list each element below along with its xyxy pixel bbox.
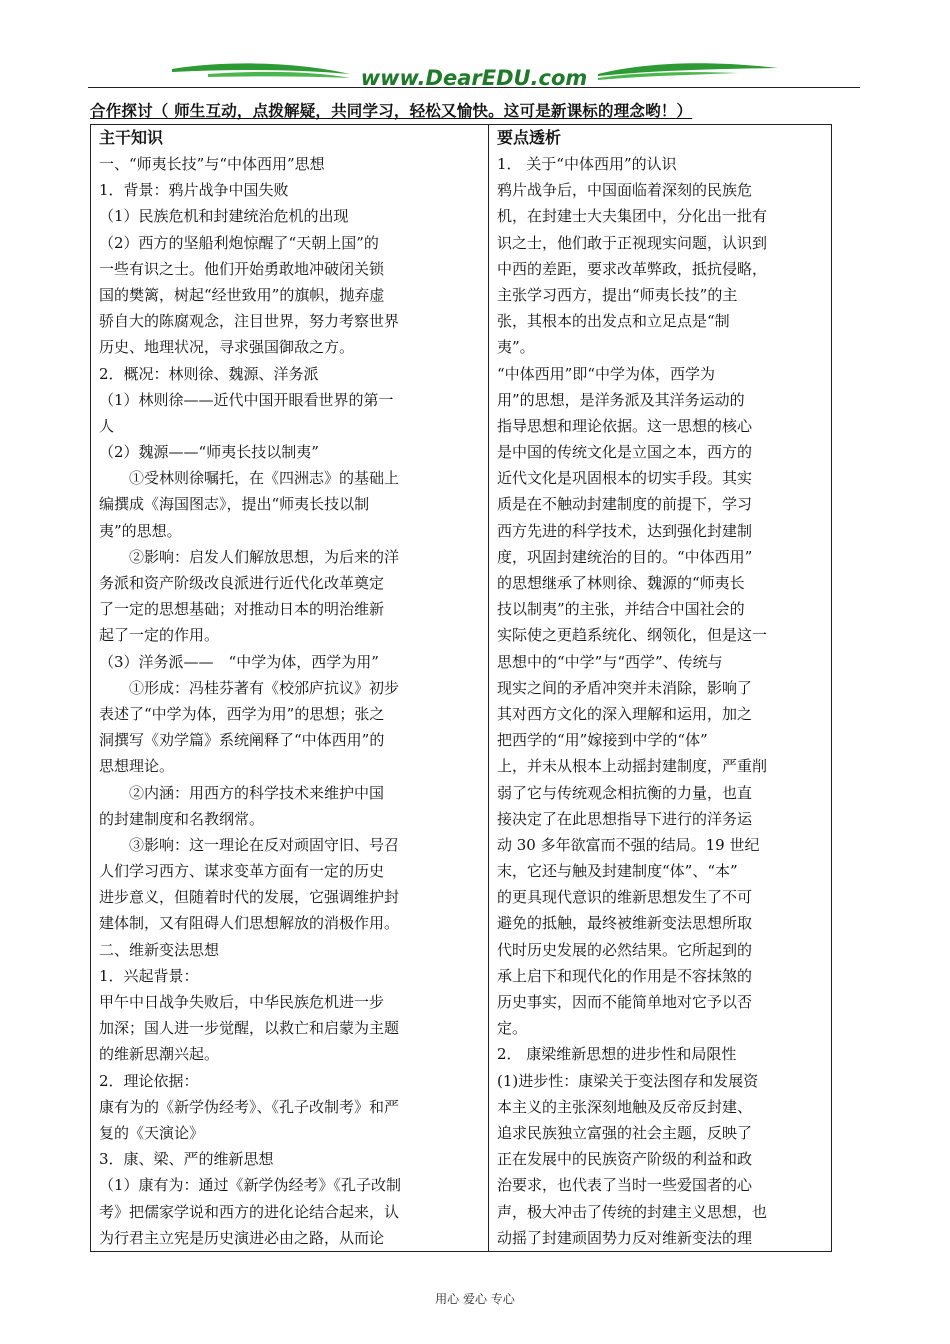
text-line: 的思想继承了林则徐、魏源的“师夷长 — [497, 574, 745, 592]
text-line: 正在发展中的民族资产阶级的利益和政 — [497, 1150, 753, 1169]
text-line: 动 30 多年欲富而不强的结局。19 世纪 — [497, 835, 760, 854]
text-line: 加深；国人进一步觉醒，以救亡和启蒙为主题 — [99, 1019, 400, 1038]
main-knowledge-heading: 主干知识 — [99, 128, 164, 147]
text-line: 指导思想和理论依据。这一思想的核心 — [497, 416, 753, 435]
text-line: 质是在不触动封建制度的前提下，学习 — [497, 495, 753, 514]
banner-text: 合作探讨（ 师生互动，点拨解疑，共同学习，轻松又愉快。这可是新课标的理念哟！） — [90, 102, 693, 120]
main-knowledge-text — [99, 151, 488, 1251]
text-line: 动摇了封建顽固势力反对维新变法的理 — [497, 1228, 753, 1247]
logo-swoosh — [88, 52, 860, 90]
text-line: 表述了“中学为体，西学为用”的思想；张之 — [99, 704, 385, 723]
text-line: “中体西用”即“中学为体，西学为 — [497, 364, 716, 383]
text-line: ①形成：冯桂芬著有《校邠庐抗议》初步 — [99, 678, 400, 697]
text-line: 历史事实，因而不能简单地对它予以否 — [497, 993, 753, 1011]
text-line: 康有为的《新学伪经考》、《孔子改制考》和严 — [99, 1097, 400, 1116]
text-line: 避免的抵触，最终被维新变法思想所取 — [497, 914, 753, 933]
text-line: 度，巩固封建统治的目的。“中体西用” — [497, 547, 753, 566]
header-divider — [88, 87, 860, 88]
text-line: ①受林则徐嘱托，在《四洲志》的基础上 — [99, 469, 400, 488]
key-points-heading: 要点透析 — [497, 128, 562, 147]
text-line: 主张学习西方，提出“师夷长技”的主 — [497, 285, 738, 304]
text-line: （1）林则徐——近代中国开眼看世界的第一 — [99, 390, 394, 409]
text-line: 把西学的“用”嫁接到中学的“体” — [497, 731, 708, 750]
site-url: www.DearEDU.com — [360, 66, 588, 90]
text-line: 洞撰写《劝学篇》系统阐释了“中体西用”的 — [99, 731, 385, 750]
text-line: （2）西方的坚船利炮惊醒了“天朝上国”的 — [99, 233, 379, 252]
text-line: 编撰成《海国图志》，提出“师夷长技以制 — [99, 495, 370, 514]
text-line: （2）魏源——“师夷长技以制夷” — [99, 443, 319, 462]
main-knowledge-column — [91, 125, 489, 1252]
text-line: 代时历史发展的必然结果。它所起到的 — [497, 940, 753, 959]
text-line: ②影响：启发人们解放思想，为后来的洋 — [99, 547, 400, 566]
text-line: 1． 关于“中体西用”的认识 — [497, 155, 677, 173]
text-line: 1．背景：鸦片战争中国失败 — [99, 181, 289, 200]
text-line: 建体制，又有阻碍人们思想解放的消极作用。 — [99, 914, 400, 933]
text-line: 本主义的主张深刻地触及反帝反封建、 — [497, 1097, 753, 1116]
text-line: 的更具现代意识的维新思想发生了不可 — [497, 888, 753, 907]
text-line: 承上启下和现代化的作用是不容抹煞的 — [497, 966, 753, 985]
text-line: 张，其根本的出发点和立足点是“制 — [497, 312, 730, 331]
text-line: 西方先进的科学技术，达到强化封建制 — [497, 521, 753, 540]
text-line: 复的《天演论》 — [99, 1123, 205, 1142]
key-points-text — [497, 151, 831, 1251]
text-line: 进步意义，但随着时代的发展，它强调维护封 — [99, 888, 400, 907]
text-line: 上，并未从根本上动摇封建制度，严重削 — [497, 757, 768, 776]
text-line: 了一定的思想基础；对推动日本的明治维新 — [99, 600, 385, 619]
text-line: 治要求，也代表了当时一些爱国者的心 — [497, 1176, 753, 1195]
text-line: （1）康有为：通过《新学伪经考》《孔子改制 — [99, 1176, 402, 1195]
text-line: 国的樊篱，树起“经世致用”的旗帜，抛弃虚 — [99, 285, 385, 304]
text-line: 甲午中日战争失败后，中华民族危机进一步 — [99, 993, 385, 1011]
text-line: 接决定了在此思想指导下进行的洋务运 — [497, 809, 753, 828]
text-line: 起了一定的作用。 — [99, 626, 220, 645]
text-line: 机，在封建士大夫集团中，分化出一批有 — [497, 207, 768, 226]
key-points-column — [489, 125, 832, 1252]
text-line: 声，极大冲击了传统的封建主义思想，也 — [497, 1202, 768, 1221]
text-line: 近代文化是巩固根本的切实手段。其实 — [497, 469, 753, 488]
text-line: 务派和资产阶级改良派进行近代化改革奠定 — [99, 574, 385, 592]
text-line: 用”的思想，是洋务派及其洋务运动的 — [497, 390, 745, 409]
text-line: 识之士，他们敢于正视现实问题，认识到 — [497, 233, 768, 252]
text-line: 考》把儒家学说和西方的进化论结合起来，认 — [99, 1202, 400, 1221]
text-line: 夷”的思想。 — [99, 521, 182, 540]
text-line: （3）洋务派—— “中学为体，西学为用” — [99, 652, 379, 671]
text-line: 人 — [99, 416, 115, 435]
text-line: 为行君主立宪是历史演进必由之路，从而论 — [99, 1228, 385, 1247]
text-line: ③影响：这一理论在反对顽固守旧、号召 — [99, 835, 400, 854]
site-header-logo — [88, 52, 860, 90]
page-footer: 用心 爱心 专心 — [435, 1292, 515, 1306]
text-line: 夷”。 — [497, 338, 535, 357]
text-line: 技以制夷”的主张，并结合中国社会的 — [497, 600, 745, 619]
text-line: 1．兴起背景： — [99, 966, 199, 985]
text-line: 弱了它与传统观念相抗衡的力量，也直 — [497, 783, 753, 802]
text-line: 其对西方文化的深入理解和运用，加之 — [497, 704, 753, 723]
text-line: 实际使之更趋系统化、纲领化，但是这一 — [497, 626, 768, 645]
text-line: 2． 康梁维新思想的进步性和局限性 — [497, 1045, 737, 1064]
section-banner — [90, 100, 860, 122]
text-line: 思想理论。 — [99, 757, 175, 776]
text-line: 思想中的“中学”与“西学”、传统与 — [497, 652, 723, 671]
text-line: ②内涵：用西方的科学技术来维护中国 — [99, 783, 385, 802]
text-line: 追求民族独立富强的社会主题，反映了 — [497, 1123, 753, 1142]
text-line: (1)进步性：康梁关于变法图存和发展资 — [497, 1071, 759, 1090]
text-line: 一、“师夷长技”与“中体西用”思想 — [99, 155, 325, 173]
content-table — [90, 124, 832, 1252]
text-line: 二、维新变法思想 — [99, 940, 220, 959]
text-line: 末，它还与触及封建制度“体”、“本” — [497, 862, 738, 881]
text-line: 中西的差距，要求改革弊政，抵抗侵略， — [497, 259, 768, 278]
text-line: 2．概况：林则徐、魏源、洋务派 — [99, 364, 319, 383]
text-line: 人们学习西方、谋求变革方面有一定的历史 — [99, 862, 385, 881]
text-line: （1）民族危机和封建统治危机的出现 — [99, 207, 349, 226]
text-line: 现实之间的矛盾冲突并未消除，影响了 — [497, 678, 753, 697]
text-line: 2．理论依据： — [99, 1071, 199, 1090]
text-line: 是中国的传统文化是立国之本，西方的 — [497, 443, 753, 462]
text-line: 骄自大的陈腐观念，注目世界，努力考察世界 — [99, 312, 400, 331]
text-line: 定。 — [497, 1019, 528, 1038]
text-line: 鸦片战争后，中国面临着深刻的民族危 — [497, 181, 753, 200]
text-line: 历史、地理状况，寻求强国御敌之方。 — [99, 338, 355, 357]
text-line: 一些有识之士。他们开始勇敢地冲破闭关锁 — [99, 259, 385, 278]
text-line: 3．康、梁、严的维新思想 — [99, 1150, 274, 1169]
text-line: 的维新思潮兴起。 — [99, 1045, 220, 1064]
text-line: 的封建制度和名教纲常。 — [99, 809, 265, 828]
